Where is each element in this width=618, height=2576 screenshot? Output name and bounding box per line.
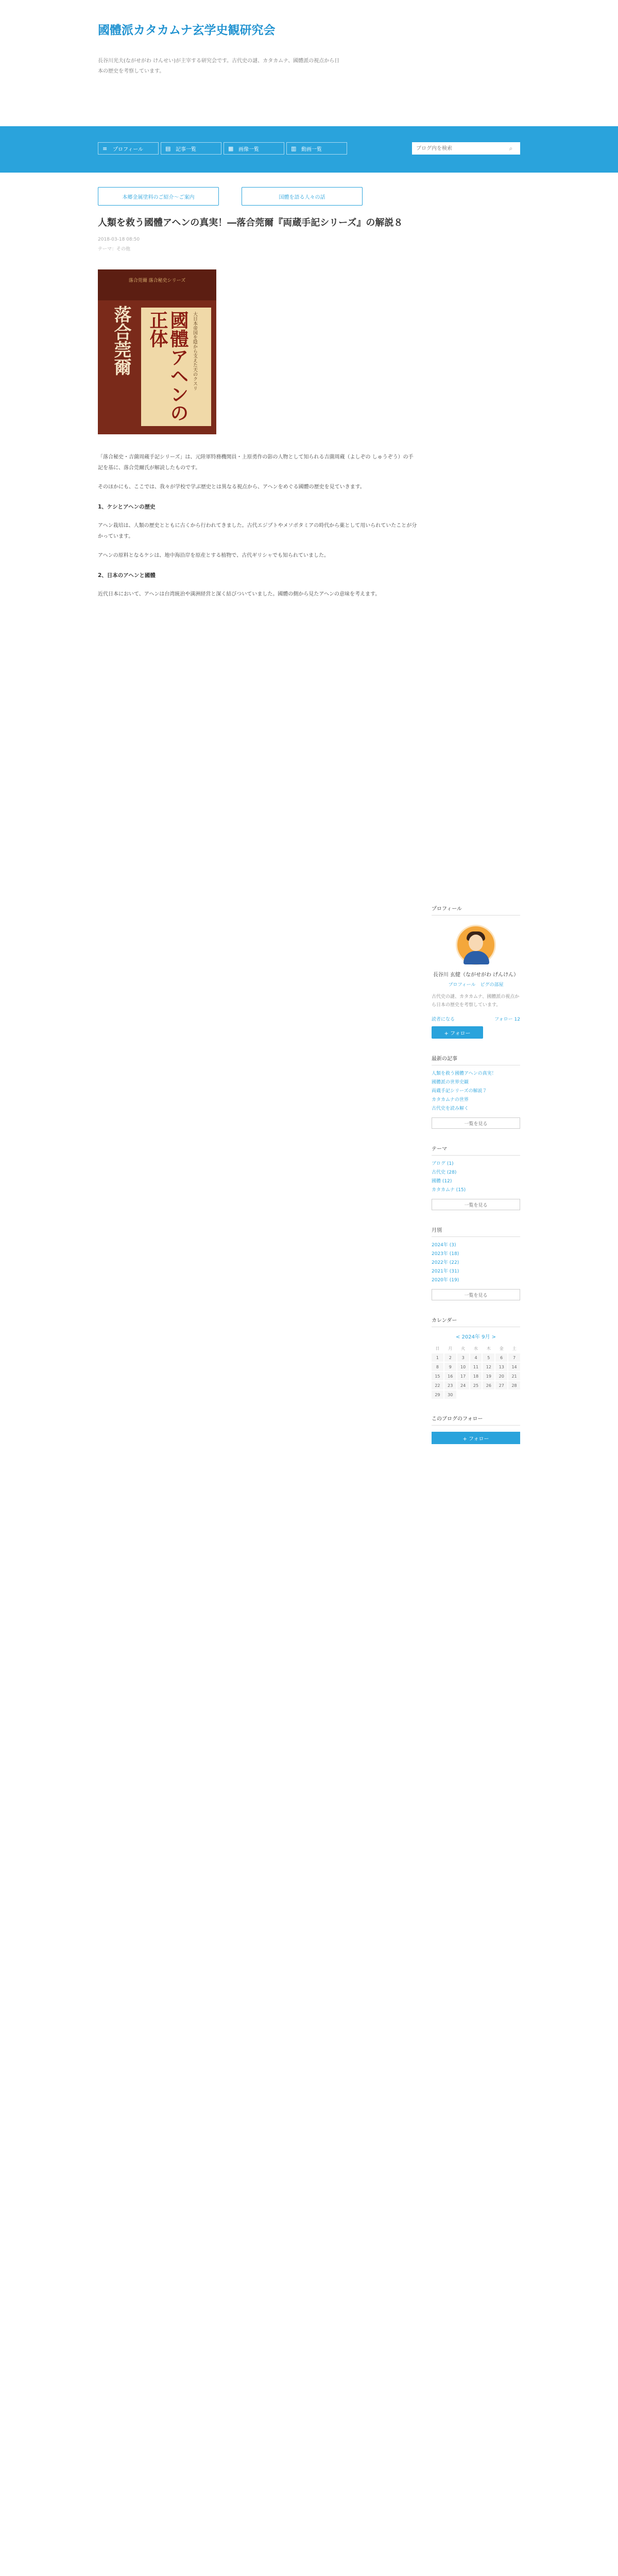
nav-item-posts[interactable] <box>161 142 221 155</box>
sidebar <box>432 904 520 1444</box>
more-themes-button[interactable]: 一覧を見る <box>432 1199 520 1210</box>
calendar-weekday: 金 <box>499 1346 504 1351</box>
blog-search <box>412 142 520 155</box>
archive-link[interactable]: 2023年 (18) <box>432 1251 459 1257</box>
calendar-date[interactable]: 17 <box>457 1372 469 1380</box>
calendar-date[interactable]: 14 <box>508 1363 520 1371</box>
article <box>98 216 417 600</box>
nav-label: 動画一覧 <box>301 146 322 152</box>
article-paragraph: 近代日本において、アヘンは台湾統治や満洲経営と深く結びついていました。國體の側から見たアヘンの意味を考えます。 <box>98 591 381 597</box>
calendar-date[interactable]: 7 <box>508 1353 520 1362</box>
archive-heading: 月別 <box>432 1226 520 1237</box>
search-input[interactable] <box>412 143 505 154</box>
calendar-grid <box>432 1344 520 1399</box>
article-paragraph: 「落合秘史・吉薗周蔵手記シリーズ」は、元陸軍特務機関員・上原勇作の影の人物として知られる吉薗周蔵（よしぞの しゅうぞう）の手記を基に、落合莞爾氏が解読したものです。 <box>98 454 414 471</box>
calendar-date[interactable]: 12 <box>483 1363 494 1371</box>
theme-link[interactable]: 國體 (12) <box>432 1179 452 1184</box>
post-title[interactable]: 人類を救う國體アヘンの真実！―落合莞爾『両蔵手記シリーズ』の解説８ <box>98 217 403 228</box>
article-paragraph: アヘン栽培は、人類の歴史とともに古くから行われてきました。古代エジプトやメソポタミアの時代から薬として用いられていたことが分かっています。 <box>98 523 417 539</box>
book-title: 國體アヘンの正体 <box>147 311 189 422</box>
calendar-weekday: 水 <box>473 1346 478 1351</box>
book-subtitle: 大日本帝国を陰から支えた天のクスリ <box>192 312 197 391</box>
nav-label: 記事一覧 <box>176 146 196 152</box>
section-heading: 2、日本のアヘンと國體 <box>98 572 156 579</box>
theme-link[interactable]: 古代史 (28) <box>432 1170 457 1175</box>
profile-links[interactable]: プロフィール ピグの部屋 <box>448 982 504 988</box>
calendar-date[interactable]: 13 <box>495 1363 507 1371</box>
calendar-date[interactable]: 11 <box>470 1363 482 1371</box>
calendar-date[interactable]: 1 <box>432 1353 443 1362</box>
nav-item-videos[interactable] <box>286 142 347 155</box>
calendar-date[interactable]: 2 <box>444 1353 456 1362</box>
calendar-date[interactable]: 9 <box>444 1363 456 1371</box>
theme-heading: テーマ <box>432 1144 520 1156</box>
theme-link[interactable]: カタカムナ (15) <box>432 1188 466 1193</box>
profile-icon: ≡ <box>102 145 108 152</box>
global-nav <box>98 142 349 155</box>
calendar-date[interactable]: 21 <box>508 1372 520 1380</box>
calendar-weekday: 木 <box>486 1346 491 1351</box>
list-icon: ▤ <box>165 145 171 152</box>
recent-post-link[interactable]: 國體派の世界史観 <box>432 1080 469 1085</box>
calendar-date[interactable]: 27 <box>495 1381 507 1389</box>
calendar-date[interactable]: 24 <box>457 1381 469 1389</box>
nav-item-images[interactable] <box>224 142 284 155</box>
prev-post-button[interactable]: 本郷金属塗料のご紹介〜ご案内 <box>98 187 219 206</box>
post-date: 2018-03-18 08:50 <box>98 237 140 242</box>
follow-button[interactable]: + フォロー <box>432 1026 483 1039</box>
recent-post-link[interactable]: 両蔵手記シリーズの解説７ <box>432 1089 487 1094</box>
nav-band <box>0 126 618 173</box>
recent-heading: 最新の記事 <box>432 1054 520 1065</box>
post-pager <box>98 187 618 206</box>
book-cover-image[interactable] <box>98 269 216 434</box>
site-header <box>0 0 618 126</box>
calendar-date[interactable]: 3 <box>457 1353 469 1362</box>
blog-title[interactable]: 國體派カタカムナ玄学史観研究会 <box>98 24 276 37</box>
archive-link[interactable]: 2024年 (3) <box>432 1243 456 1248</box>
recent-posts <box>432 1054 520 1129</box>
calendar-weekday: 土 <box>512 1346 517 1351</box>
recent-post-link[interactable]: 古代史を読み解く <box>432 1106 469 1111</box>
follow-section <box>432 1414 520 1444</box>
recent-post-link[interactable]: カタカムナの世界 <box>432 1097 469 1103</box>
follow-blog-button[interactable]: + フォロー <box>432 1432 520 1444</box>
calendar-date[interactable]: 30 <box>444 1391 456 1399</box>
calendar-date[interactable]: 10 <box>457 1363 469 1371</box>
blog-description: 長谷川光夫(ながせがわ けんせい)が主宰する研究会です。古代史の謎、カタカムナ、國體派の視点から日本の歴史を考察しています。 <box>98 58 340 74</box>
article-paragraph: アヘンの原料となるケシは、地中海沿岸を原産とする植物で、古代ギリシャでも知られていました。 <box>98 553 329 558</box>
search-icon[interactable]: ⌕ <box>509 144 513 152</box>
post-theme[interactable]: テーマ：その他 <box>98 247 131 252</box>
calendar-month[interactable]: < 2024年 9月 > <box>455 1334 496 1340</box>
nav-label: プロフィール <box>113 146 143 152</box>
calendar-date[interactable]: 23 <box>444 1381 456 1389</box>
calendar-date[interactable]: 25 <box>470 1381 482 1389</box>
more-recent-button[interactable]: 一覧を見る <box>432 1117 520 1129</box>
recent-post-link[interactable]: 人類を救う國體アヘンの真実！ <box>432 1071 496 1076</box>
calendar <box>432 1316 520 1399</box>
readers-link[interactable]: 読者になる <box>432 1017 455 1022</box>
calendar-weekday: 日 <box>435 1346 440 1351</box>
profile-description: 古代史の謎、カタカムナ、國體派の視点から日本の歴史を考察しています。 <box>432 994 520 1008</box>
image-icon: ▦ <box>228 145 234 152</box>
calendar-heading: カレンダー <box>432 1316 520 1327</box>
calendar-date[interactable]: 26 <box>483 1381 494 1389</box>
calendar-date[interactable]: 16 <box>444 1372 456 1380</box>
calendar-date[interactable]: 4 <box>470 1353 482 1362</box>
follow-count: フォロー 12 <box>494 1017 520 1022</box>
archive-link[interactable]: 2022年 (22) <box>432 1260 459 1265</box>
avatar[interactable] <box>456 925 496 965</box>
book-author: 落合莞爾 <box>111 306 131 376</box>
section-heading: 1、ケシとアヘンの歴史 <box>98 504 156 510</box>
calendar-date[interactable]: 28 <box>508 1381 520 1389</box>
calendar-weekday: 火 <box>461 1346 466 1351</box>
nav-label: 画像一覧 <box>238 146 259 152</box>
nav-item-profile[interactable] <box>98 142 159 155</box>
calendar-date[interactable]: 22 <box>432 1381 443 1389</box>
archive-link[interactable]: 2021年 (31) <box>432 1269 459 1274</box>
calendar-date[interactable]: 5 <box>483 1353 494 1362</box>
profile-name[interactable]: 長谷川 玄健（ながせがわ げんけん） <box>433 972 519 978</box>
next-post-button[interactable]: 国體を語る人々の話 <box>242 187 363 206</box>
archives <box>432 1226 520 1300</box>
profile-heading: プロフィール <box>432 904 520 916</box>
archive-link[interactable]: 2020年 (19) <box>432 1278 459 1283</box>
calendar-date[interactable]: 8 <box>432 1363 443 1371</box>
more-archives-button[interactable]: 一覧を見る <box>432 1289 520 1300</box>
book-band: 落合莞爾 落合秘史シリーズ <box>98 269 216 300</box>
follow-heading: このブログのフォロー <box>432 1414 520 1426</box>
video-icon: ▥ <box>291 145 297 152</box>
calendar-weekday: 月 <box>448 1346 453 1351</box>
themes <box>432 1144 520 1210</box>
calendar-date[interactable]: 6 <box>495 1353 507 1362</box>
article-paragraph: そのほかにも、ここでは、我々が学校で学ぶ歴史とは異なる視点から、アヘンをめぐる國體の歴史を見ていきます。 <box>98 484 365 490</box>
calendar-date[interactable]: 19 <box>483 1372 494 1380</box>
calendar-date[interactable]: 18 <box>470 1372 482 1380</box>
calendar-date[interactable]: 20 <box>495 1372 507 1380</box>
calendar-date[interactable]: 29 <box>432 1391 443 1399</box>
calendar-date[interactable]: 15 <box>432 1372 443 1380</box>
theme-link[interactable]: ブログ (1) <box>432 1161 454 1166</box>
